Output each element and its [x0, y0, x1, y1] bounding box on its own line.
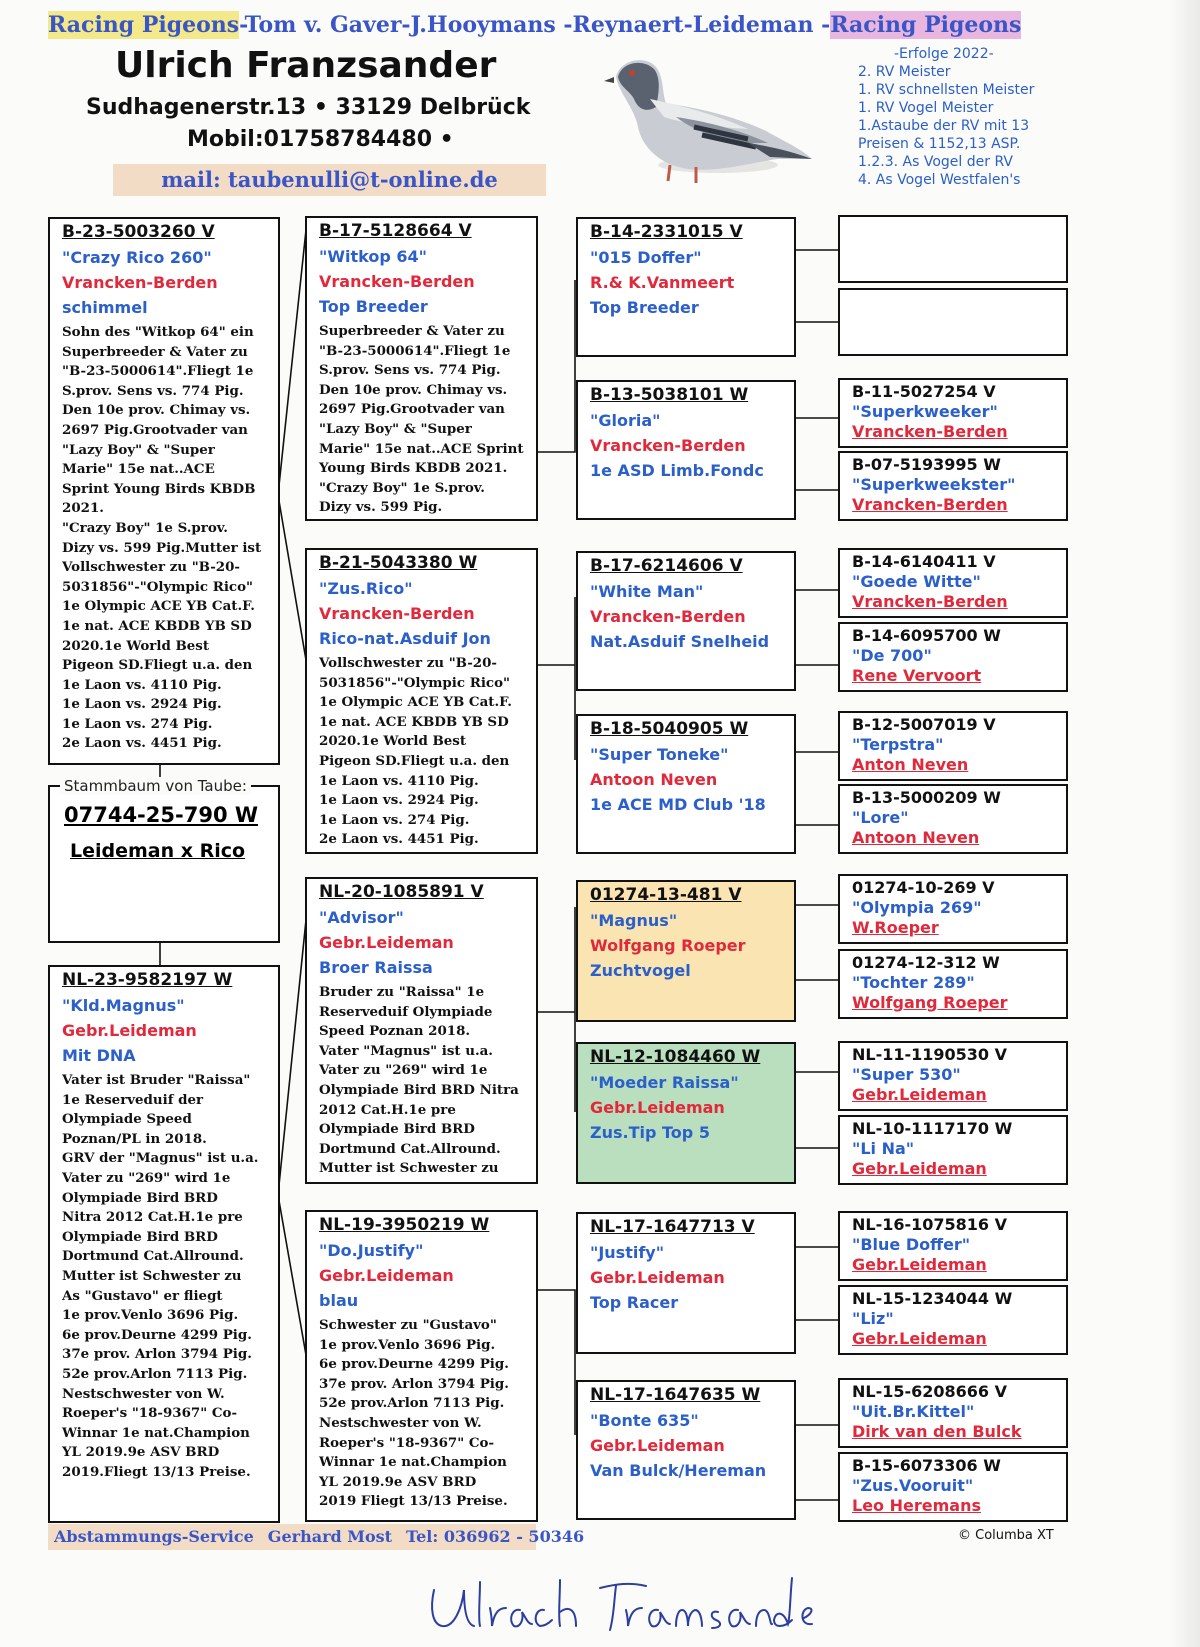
grandparent-box-4[interactable] [305, 1210, 538, 1522]
attribute: Van Bulck/Hereman [590, 1461, 767, 1480]
description-line: 2020.1e World Best [319, 733, 467, 750]
pigeon-name: "Tochter 289" [852, 973, 975, 992]
description [319, 322, 536, 518]
attribute: Zuchtvogel [590, 961, 691, 980]
success-line: 1. RV schnellsten Meister [858, 82, 1035, 98]
footer-person: Gerhard Most [267, 1527, 393, 1546]
ring-number: NL-20-1085891 V [319, 882, 484, 902]
pigeon-name: "De 700" [852, 646, 932, 665]
ancestor-box-11[interactable] [838, 1041, 1068, 1111]
description-line: Dortmund Cat.Allround. [62, 1248, 244, 1265]
description-line: Olympiade Bird BRD [62, 1228, 218, 1245]
ancestor-box-2[interactable] [838, 288, 1068, 356]
ring-number: B-12-5007019 V [852, 715, 996, 734]
breeder: Vrancken-Berden [852, 422, 1008, 441]
breeder: Rene Vervoort [852, 666, 982, 685]
ancestor-box-9[interactable] [838, 874, 1068, 944]
description-line: 1e prov.Venlo 3696 Pig. [62, 1307, 239, 1324]
pigeon-name: "015 Doffer" [590, 248, 702, 267]
ancestor-box-8[interactable] [838, 784, 1068, 854]
description-line: Sohn des "Witkop 64" ein [62, 324, 254, 340]
ancestor-box-3[interactable] [838, 378, 1068, 448]
description-line: Olympiade Bird BRD [62, 1189, 218, 1206]
ring-number: NL-19-3950219 W [319, 1215, 490, 1235]
pigeon-name: "Super Toneke" [590, 745, 729, 764]
breeder: Gebr.Leideman [62, 1021, 197, 1040]
attribute: Mit DNA [62, 1046, 136, 1065]
description-line: Young Birds KBDB 2021. [319, 460, 508, 477]
ring-number: B-17-5128664 V [319, 221, 472, 241]
description-line: S.prov. Sens vs. 774 Pig. [62, 382, 244, 399]
breeder: Vrancken-Berden [852, 592, 1008, 611]
breeder: Gebr.Leideman [852, 1159, 987, 1178]
ring-number: B-14-2331015 V [590, 222, 743, 242]
description-line: As "Gustavo" er fliegt [62, 1287, 223, 1304]
description-line: 5031856"-"Olympic Rico" [62, 578, 253, 595]
pigeon-name: "Witkop 64" [319, 247, 427, 266]
breeder: Antoon Neven [852, 828, 980, 847]
pigeon-name: "Lore" [852, 808, 909, 827]
ring-number: B-23-5003260 V [62, 222, 215, 242]
breeder: Leo Heremans [852, 1496, 981, 1515]
ancestor-box-12[interactable] [838, 1115, 1068, 1185]
breeder-name: Ulrich Franzsander [115, 45, 497, 86]
description-line: 1e Laon vs. 4110 Pig. [62, 676, 222, 693]
great-grandparent-box-3[interactable] [576, 551, 796, 691]
great-grandparent-box-8[interactable] [576, 1380, 796, 1520]
attribute: Nat.Asduif Snelheid [590, 632, 770, 651]
description-line: Marie" 15e nat..ACE Sprint [319, 440, 524, 457]
description-line: "Lazy Boy" & "Super [62, 441, 215, 458]
breeder: Wolfgang Roeper [852, 993, 1008, 1012]
attribute: 1e ACE MD Club '18 [590, 795, 766, 814]
banner-part-2: -Tom v. Gaver-J.Hooymans -Reynaert-Leideman - [239, 12, 831, 38]
description-line: Vollschwester zu "B-20- [62, 559, 240, 576]
description-line: 2e Laon vs. 4451 Pig. [62, 735, 222, 752]
pigeon-name: "Olympia 269" [852, 898, 982, 917]
subject-label: Stammbaum von Taube: [60, 777, 251, 795]
description-line: 52e prov.Arlon 7113 Pig. [62, 1365, 248, 1382]
pigeon-name: "Zus.Rico" [319, 579, 413, 598]
description-line: 2020.1e World Best [62, 637, 210, 654]
breeder: Vrancken-Berden [852, 495, 1008, 514]
description-line: Mutter ist Schwester zu [319, 1160, 499, 1177]
description-line: 1e nat. ACE KBDB YB SD [62, 617, 252, 634]
ring-number: NL-10-1117170 W [852, 1119, 1013, 1138]
description-line: Vater zu "269" wird 1e [62, 1169, 231, 1186]
success-line: Preisen & 1152,13 ASP. [858, 136, 1021, 152]
ring-number: 01274-13-481 V [590, 885, 742, 905]
subject-ring: 07744-25-790 W [64, 803, 259, 827]
ring-number: B-07-5193995 W [852, 455, 1001, 474]
description-line: 37e prov. Arlon 3794 Pig. [62, 1346, 252, 1363]
description [62, 323, 278, 754]
pigeon-name: "Zus.Vooruit" [852, 1476, 974, 1495]
ancestor-box-5[interactable] [838, 548, 1068, 618]
description-line: Den 10e prov. Chimay vs. [62, 402, 251, 419]
pigeon-name: "Terpstra" [852, 735, 944, 754]
description-line: Winnar 1e nat.Champion [62, 1424, 250, 1441]
pigeon-name: "Do.Justify" [319, 1241, 424, 1260]
description [62, 1071, 278, 1482]
description-line: 2697 Pig.Grootvader van [62, 421, 248, 438]
description-line: Olympiade Bird BRD [319, 1121, 475, 1138]
great-grandparent-box-2[interactable] [576, 380, 796, 520]
description-line: Winnar 1e nat.Champion [319, 1454, 507, 1471]
copyright: © Columba XT [958, 1528, 1054, 1543]
attribute: schimmel [62, 298, 148, 317]
description-line: "Crazy Boy" 1e S.prov. [319, 479, 485, 496]
banner-part-1: Racing Pigeons [48, 12, 240, 38]
pigeon-name: "Superkweeker" [852, 402, 998, 421]
pigeon-name: "Magnus" [590, 911, 678, 930]
description-line: Superbreeder & Vater zu [319, 323, 505, 339]
description-line: 1e Laon vs. 2924 Pig. [319, 792, 479, 809]
attribute: Broer Raissa [319, 958, 433, 977]
ring-number: NL-16-1075816 V [852, 1215, 1008, 1234]
description-line: Speed Poznan 2018. [319, 1023, 471, 1040]
pigeon-name: "Crazy Rico 260" [62, 248, 212, 267]
description-line: Sprint Young Birds KBDB [62, 480, 256, 497]
attribute: Top Breeder [319, 297, 428, 316]
description-line: Poznan/PL in 2018. [62, 1130, 207, 1147]
success-line: 1. RV Vogel Meister [858, 100, 994, 116]
description-line: 2019 Fliegt 13/13 Preise. [319, 1493, 508, 1510]
breeder: Gebr.Leideman [590, 1098, 725, 1117]
ancestor-box-13[interactable] [838, 1211, 1068, 1281]
description-line: "Lazy Boy" & "Super [319, 420, 472, 437]
ring-number: NL-15-1234044 W [852, 1289, 1013, 1308]
breeder: W.Roeper [852, 918, 939, 937]
attribute: blau [319, 1291, 359, 1310]
attribute: 1e ASD Limb.Fondc [590, 461, 764, 480]
ring-number: B-11-5027254 V [852, 382, 996, 401]
ring-number: B-14-6095700 W [852, 626, 1001, 645]
success-line: 4. As Vogel Westfalen's [858, 172, 1021, 188]
ring-number: 01274-10-269 V [852, 878, 995, 897]
description-line: Reserveduif Olympiade [319, 1003, 493, 1020]
description-line: 1e Reserveduif der [62, 1091, 204, 1108]
breeder: Gebr.Leideman [852, 1085, 987, 1104]
description-line: Nestschwester von W. [62, 1385, 225, 1402]
breeder: Anton Neven [852, 755, 969, 774]
great-grandparent-box-7[interactable] [576, 1212, 796, 1354]
ancestor-box-14[interactable] [838, 1285, 1068, 1355]
pigeon-name: "Li Na" [852, 1139, 915, 1158]
success-line: 2. RV Meister [858, 64, 951, 80]
successes-title: -Erfolge 2022- [894, 46, 994, 62]
breeder: Vrancken-Berden [62, 273, 218, 292]
great-grandparent-box-6[interactable] [576, 1042, 796, 1184]
description-line: 37e prov. Arlon 3794 Pig. [319, 1375, 509, 1392]
description-line: Bruder zu "Raissa" 1e [319, 984, 485, 1000]
description [319, 983, 536, 1179]
description-line: Vater "Magnus" ist u.a. [319, 1042, 493, 1059]
description-line: YL 2019.9e ASV BRD [319, 1473, 477, 1490]
ancestor-box-4[interactable] [838, 451, 1068, 521]
breeder-address: Sudhagenerstr.13 • 33129 Delbrück [86, 95, 531, 120]
pigeon-name: "Superkweekster" [852, 475, 1016, 494]
description-line: 1e Laon vs. 274 Pig. [62, 715, 213, 732]
ancestor-box-1[interactable] [838, 215, 1068, 283]
description-line: 2697 Pig.Grootvader van [319, 401, 505, 418]
ring-number: B-18-5040905 W [590, 719, 749, 739]
description-line: "B-23-5000614".Fliegt 1e [62, 363, 254, 380]
ancestor-box-6[interactable] [838, 622, 1068, 692]
ring-number: 01274-12-312 W [852, 953, 1000, 972]
description-line: 6e prov.Deurne 4299 Pig. [62, 1326, 252, 1343]
description [319, 1316, 536, 1512]
description-line: 1e Olympic ACE YB Cat.F. [62, 598, 255, 615]
description-line: Pigeon SD.Fliegt u.a. den [319, 752, 510, 769]
description-line: 5031856"-"Olympic Rico" [319, 674, 510, 691]
ancestor-box-7[interactable] [838, 711, 1068, 781]
banner-part-3: Racing Pigeons [830, 12, 1022, 38]
ancestor-box-15[interactable] [838, 1378, 1068, 1448]
description-line: 1e prov.Venlo 3696 Pig. [319, 1336, 496, 1353]
description-line: 1e Olympic ACE YB Cat.F. [319, 694, 512, 711]
great-grandparent-box-5[interactable] [576, 880, 796, 1022]
description-line: 6e prov.Deurne 4299 Pig. [319, 1356, 509, 1373]
description-line: Olympiade Bird BRD Nitra [319, 1081, 519, 1098]
description-line: Superbreeder & Vater zu [62, 343, 248, 360]
pigeon-name: "Uit.Br.Kittel" [852, 1402, 975, 1421]
ring-number: B-13-5000209 W [852, 788, 1001, 807]
ancestor-box-16[interactable] [838, 1452, 1068, 1522]
description-line: Nitra 2012 Cat.H.1e pre [62, 1209, 243, 1226]
breeder: Vrancken-Berden [590, 607, 746, 626]
footer-service-name: Abstammungs-Service [54, 1527, 254, 1546]
pigeon-name: "Kld.Magnus" [62, 996, 185, 1015]
description-line: Schwester zu "Gustavo" [319, 1317, 497, 1333]
description-line: Marie" 15e nat..ACE [62, 461, 215, 478]
pigeon-name: "Super 530" [852, 1065, 961, 1084]
description-line: 2021. [62, 500, 104, 517]
description-line: 2012 Cat.H.1e pre [319, 1101, 456, 1118]
description-line: Vater zu "269" wird 1e [319, 1062, 488, 1079]
ring-number: B-13-5038101 W [590, 385, 749, 405]
pigeon-name: "Bonte 635" [590, 1411, 699, 1430]
breeder: Gebr.Leideman [852, 1329, 987, 1348]
breeder: Gebr.Leideman [319, 933, 454, 952]
breeder: Vrancken-Berden [319, 604, 475, 623]
description-line: 1e Laon vs. 274 Pig. [319, 811, 470, 828]
breeder: Gebr.Leideman [590, 1436, 725, 1455]
description-line: Roeper's "18-9367" Co- [319, 1434, 495, 1451]
description-line: Olympiade Speed [62, 1111, 192, 1128]
pigeon-name: "Justify" [590, 1243, 665, 1262]
footer-phone: Tel: 036962 - 50346 [406, 1527, 585, 1546]
description-line: Nestschwester von W. [319, 1414, 482, 1431]
breeder: Vrancken-Berden [590, 436, 746, 455]
success-line: 1.2.3. As Vogel der RV [858, 154, 1013, 170]
ring-number: B-17-6214606 V [590, 556, 743, 576]
description-line: 2e Laon vs. 4451 Pig. [319, 831, 479, 848]
ring-number: NL-17-1647713 V [590, 1217, 755, 1237]
description-line: Pigeon SD.Fliegt u.a. den [62, 657, 253, 674]
pigeon-name: "Gloria" [590, 411, 661, 430]
description-line: S.prov. Sens vs. 774 Pig. [319, 362, 501, 379]
ancestor-box-10[interactable] [838, 949, 1068, 1019]
pigeon-name: "Advisor" [319, 908, 404, 927]
description-line: 2019.Fliegt 13/13 Preise. [62, 1463, 251, 1480]
success-line: 1.Astaube der RV mit 13 [858, 118, 1030, 134]
handwritten-signature [420, 1568, 820, 1638]
pigeon-name: "Goede Witte" [852, 572, 981, 591]
footer-service [48, 1524, 585, 1550]
ring-number: NL-15-6208666 V [852, 1382, 1008, 1401]
breeder: Gebr.Leideman [319, 1266, 454, 1285]
breeder: R.& K.Vanmeert [590, 273, 735, 292]
pigeon-name: "White Man" [590, 582, 704, 601]
description-line: Den 10e prov. Chimay vs. [319, 381, 508, 398]
ring-number: B-21-5043380 W [319, 553, 478, 573]
ring-number: NL-17-1647635 W [590, 1385, 761, 1405]
breeder: Gebr.Leideman [852, 1255, 987, 1274]
breeder-mobile: Mobil:01758784480 • [187, 127, 454, 152]
ring-number: NL-12-1084460 W [590, 1047, 761, 1067]
description-line: Dizy vs. 599 Pig.Mutter ist [62, 539, 262, 556]
dam-box[interactable] [48, 965, 280, 1523]
grandparent-box-1[interactable] [305, 216, 538, 521]
description-line: GRV der "Magnus" ist u.a. [62, 1150, 259, 1167]
ring-number: NL-11-1190530 V [852, 1045, 1008, 1064]
sire-box[interactable] [48, 217, 280, 765]
breeder: Antoon Neven [590, 770, 718, 789]
description-line: Mutter ist Schwester zu [62, 1267, 242, 1284]
description-line: 1e nat. ACE KBDB YB SD [319, 713, 509, 730]
pigeon-name: "Blue Doffer" [852, 1235, 971, 1254]
ring-number: B-15-6073306 W [852, 1456, 1001, 1475]
description-line: Roeper's "18-9367" Co- [62, 1405, 238, 1422]
grandparent-box-2[interactable] [305, 548, 538, 854]
breeder-email: mail: taubenulli@t-online.de [113, 164, 546, 196]
attribute: Top Breeder [590, 298, 699, 317]
description-line: Vater ist Bruder "Raissa" [62, 1072, 251, 1088]
description-line: 1e Laon vs. 2924 Pig. [62, 696, 222, 713]
attribute: Zus.Tip Top 5 [590, 1123, 710, 1142]
grandparent-box-3[interactable] [305, 877, 538, 1184]
pigeon-name: "Moeder Raissa" [590, 1073, 739, 1092]
breeder: Vrancken-Berden [319, 272, 475, 291]
great-grandparent-box-4[interactable] [576, 714, 796, 854]
description-line: 1e Laon vs. 4110 Pig. [319, 772, 479, 789]
ring-number: B-14-6140411 V [852, 552, 996, 571]
description [319, 654, 536, 850]
breeder: Dirk van den Bulck [852, 1422, 1022, 1441]
description-line: "B-23-5000614".Fliegt 1e [319, 342, 511, 359]
description-line: Dortmund Cat.Allround. [319, 1140, 501, 1157]
description-line: YL 2019.9e ASV BRD [62, 1444, 220, 1461]
description-line: "Crazy Boy" 1e S.prov. [62, 519, 228, 536]
subject-cross: Leideman x Rico [70, 840, 246, 862]
description-line: 52e prov.Arlon 7113 Pig. [319, 1395, 505, 1412]
ring-number: NL-23-9582197 W [62, 970, 233, 990]
description-line: Dizy vs. 599 Pig. [319, 499, 443, 516]
attribute: Top Racer [590, 1293, 679, 1312]
description-line: Vollschwester zu "B-20- [319, 655, 497, 671]
pigeon-name: "Liz" [852, 1309, 894, 1328]
attribute: Rico-nat.Asduif Jon [319, 629, 491, 648]
breeder: Gebr.Leideman [590, 1268, 725, 1287]
breeder: Wolfgang Roeper [590, 936, 746, 955]
great-grandparent-box-1[interactable] [576, 217, 796, 357]
